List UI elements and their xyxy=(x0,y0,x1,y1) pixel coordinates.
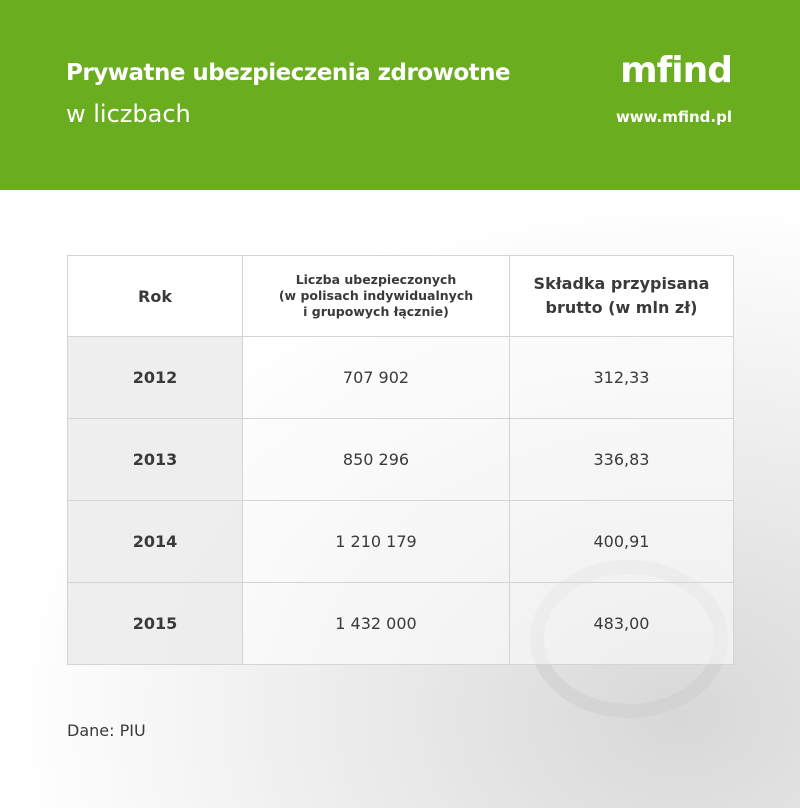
year-cell: 2014 xyxy=(68,501,243,583)
table-row xyxy=(68,583,734,665)
premium-cell: 483,00 xyxy=(510,583,734,665)
header-banner xyxy=(0,0,800,190)
source-note: Dane: PIU xyxy=(67,721,146,740)
year-cell: 2013 xyxy=(68,419,243,501)
table-header-row xyxy=(68,256,734,337)
table-row xyxy=(68,419,734,501)
premium-cell: 336,83 xyxy=(510,419,734,501)
column-header-year: Rok xyxy=(68,256,243,337)
premium-cell: 312,33 xyxy=(510,337,734,419)
table-row xyxy=(68,501,734,583)
year-cell: 2015 xyxy=(68,583,243,665)
page-title: Prywatne ubezpieczenia zdrowotne xyxy=(66,60,511,86)
insured-cell: 707 902 xyxy=(243,337,510,419)
data-table xyxy=(67,255,734,665)
year-cell: 2012 xyxy=(68,337,243,419)
insured-cell: 850 296 xyxy=(243,419,510,501)
insured-cell: 1 432 000 xyxy=(243,583,510,665)
column-header-premium: Składka przypisana brutto (w mln zł) xyxy=(510,256,734,337)
page-subtitle: w liczbach xyxy=(66,100,191,128)
insured-cell: 1 210 179 xyxy=(243,501,510,583)
logo: mfind xyxy=(620,50,732,91)
premium-cell: 400,91 xyxy=(510,501,734,583)
website-link[interactable]: www.mfind.pl xyxy=(615,108,732,126)
column-header-insured: Liczba ubezpieczonych (w polisach indywidualnych i grupowych łącznie) xyxy=(243,256,510,337)
table-row xyxy=(68,337,734,419)
